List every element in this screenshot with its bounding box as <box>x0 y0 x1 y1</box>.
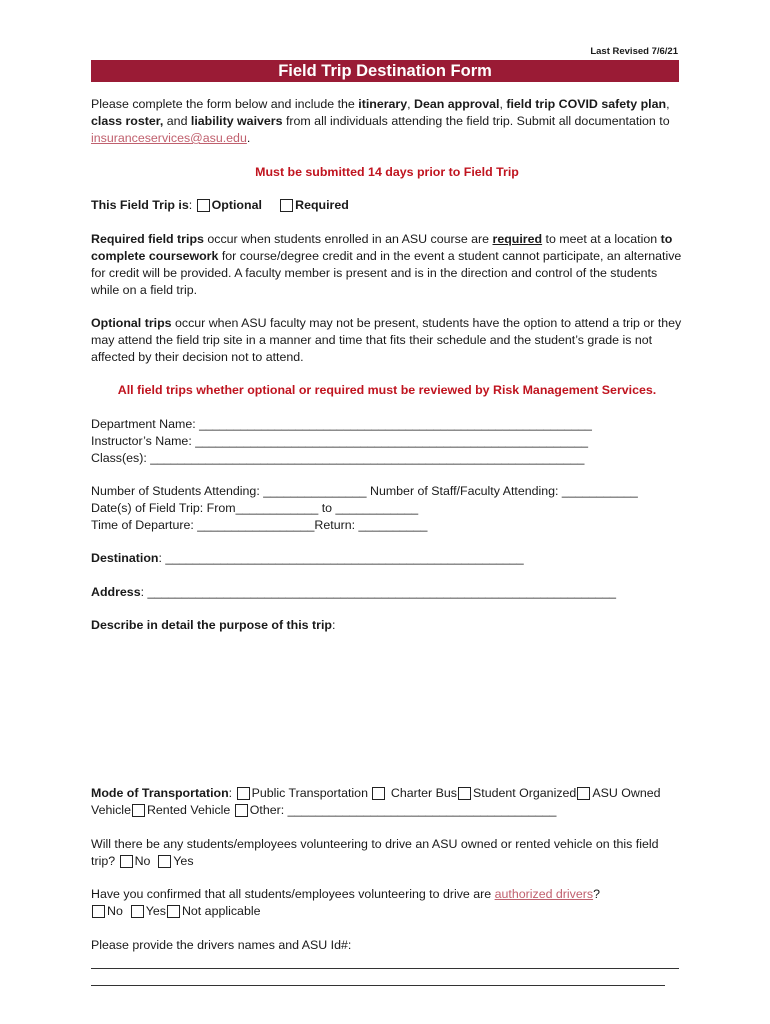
public-transportation-checkbox[interactable] <box>237 787 250 800</box>
volunteer-yes-checkbox[interactable] <box>158 855 171 868</box>
attendance-block <box>91 483 683 534</box>
purpose-label: Describe in detail the purpose of this trip: <box>91 618 336 632</box>
optional-checkbox[interactable] <box>197 199 210 212</box>
charter-bus-checkbox[interactable] <box>372 787 385 800</box>
authorized-drivers-question: Have you confirmed that all students/employees volunteering to drive are authorized drivers? No Yes Not applicable <box>91 887 600 918</box>
volunteer-question: Will there be any students/employees volunteering to drive an ASU owned or rented vehicle on this field trip? No Yes <box>91 837 659 868</box>
drivers-names-label: Please provide the drivers names and ASU Id#: <box>91 938 352 952</box>
department-name-field[interactable]: Department Name: _________________________________________________________ <box>91 417 592 431</box>
other-transport-field[interactable]: Other: _______________________________________ <box>249 803 557 817</box>
other-transport-checkbox[interactable] <box>235 804 248 817</box>
purpose-text-area[interactable] <box>91 640 679 778</box>
authorized-no-checkbox[interactable] <box>92 905 105 918</box>
last-revised: Last Revised 7/6/21 <box>590 46 678 57</box>
required-trips-paragraph: Required field trips occur when students enrolled in an ASU course are required to meet at a location to complete coursework for course/degree credit and in the event a student cannot participate, an alternative for credit will be provided. A faculty member is present and is in the direction and control of the students while on a field trip. <box>91 232 682 297</box>
asu-owned-vehicle-checkbox[interactable] <box>577 787 590 800</box>
department-block <box>91 416 683 467</box>
review-notice: All field trips whether optional or required must be reviewed by Risk Management Services. <box>117 383 657 397</box>
student-organized-checkbox[interactable] <box>458 787 471 800</box>
authorized-drivers-link[interactable]: authorized drivers <box>494 887 594 901</box>
attendance-fields[interactable]: Number of Students Attending: _______________ Number of Staff/Faculty Attending: ___________ <box>91 484 638 498</box>
optional-trips-paragraph: Optional trips occur when ASU faculty may not be present, students have the option to attend a trip or they may attend the field trip site in a manner and time that fits their schedule and the student’s grade is not affected by their decision not to attend. <box>91 316 682 364</box>
deadline-notice: Must be submitted 14 days prior to Field Trip <box>255 165 519 179</box>
trip-type-row: This Field Trip is: Optional Required <box>91 198 349 212</box>
transportation-row: Mode of Transportation: Public Transportation Charter Bus Student Organized ASU Owned Vehicle Rented Vehicle Other: _______________________________________ <box>91 786 661 817</box>
drivers-line-1[interactable] <box>91 968 679 969</box>
authorized-na-checkbox[interactable] <box>167 905 180 918</box>
dates-field[interactable]: Date(s) of Field Trip: From____________ to ____________ <box>91 501 419 515</box>
form-title: Field Trip Destination Form <box>91 60 679 82</box>
times-field[interactable]: Time of Departure: _________________Return: __________ <box>91 518 428 532</box>
classes-field[interactable]: Class(es): _______________________________________________________________ <box>91 451 585 465</box>
required-checkbox[interactable] <box>280 199 293 212</box>
drivers-line-2[interactable] <box>91 985 665 986</box>
insurance-email-link[interactable]: insuranceservices@asu.edu <box>91 131 247 145</box>
address-field[interactable]: Address: ____________________________________________________________________ <box>91 585 617 599</box>
rented-vehicle-checkbox[interactable] <box>132 804 145 817</box>
instructor-name-field[interactable]: Instructor’s Name: _________________________________________________________ <box>91 434 588 448</box>
intro-paragraph: Please complete the form below and include the itinerary, Dean approval, field trip COVID safety plan, class roster, and liability waivers from all individuals attending the field trip. Submit all documentation to insuranceservices@asu.edu. <box>91 97 670 145</box>
destination-field[interactable]: Destination: ____________________________________________________ <box>91 551 524 565</box>
volunteer-no-checkbox[interactable] <box>120 855 133 868</box>
authorized-yes-checkbox[interactable] <box>131 905 144 918</box>
